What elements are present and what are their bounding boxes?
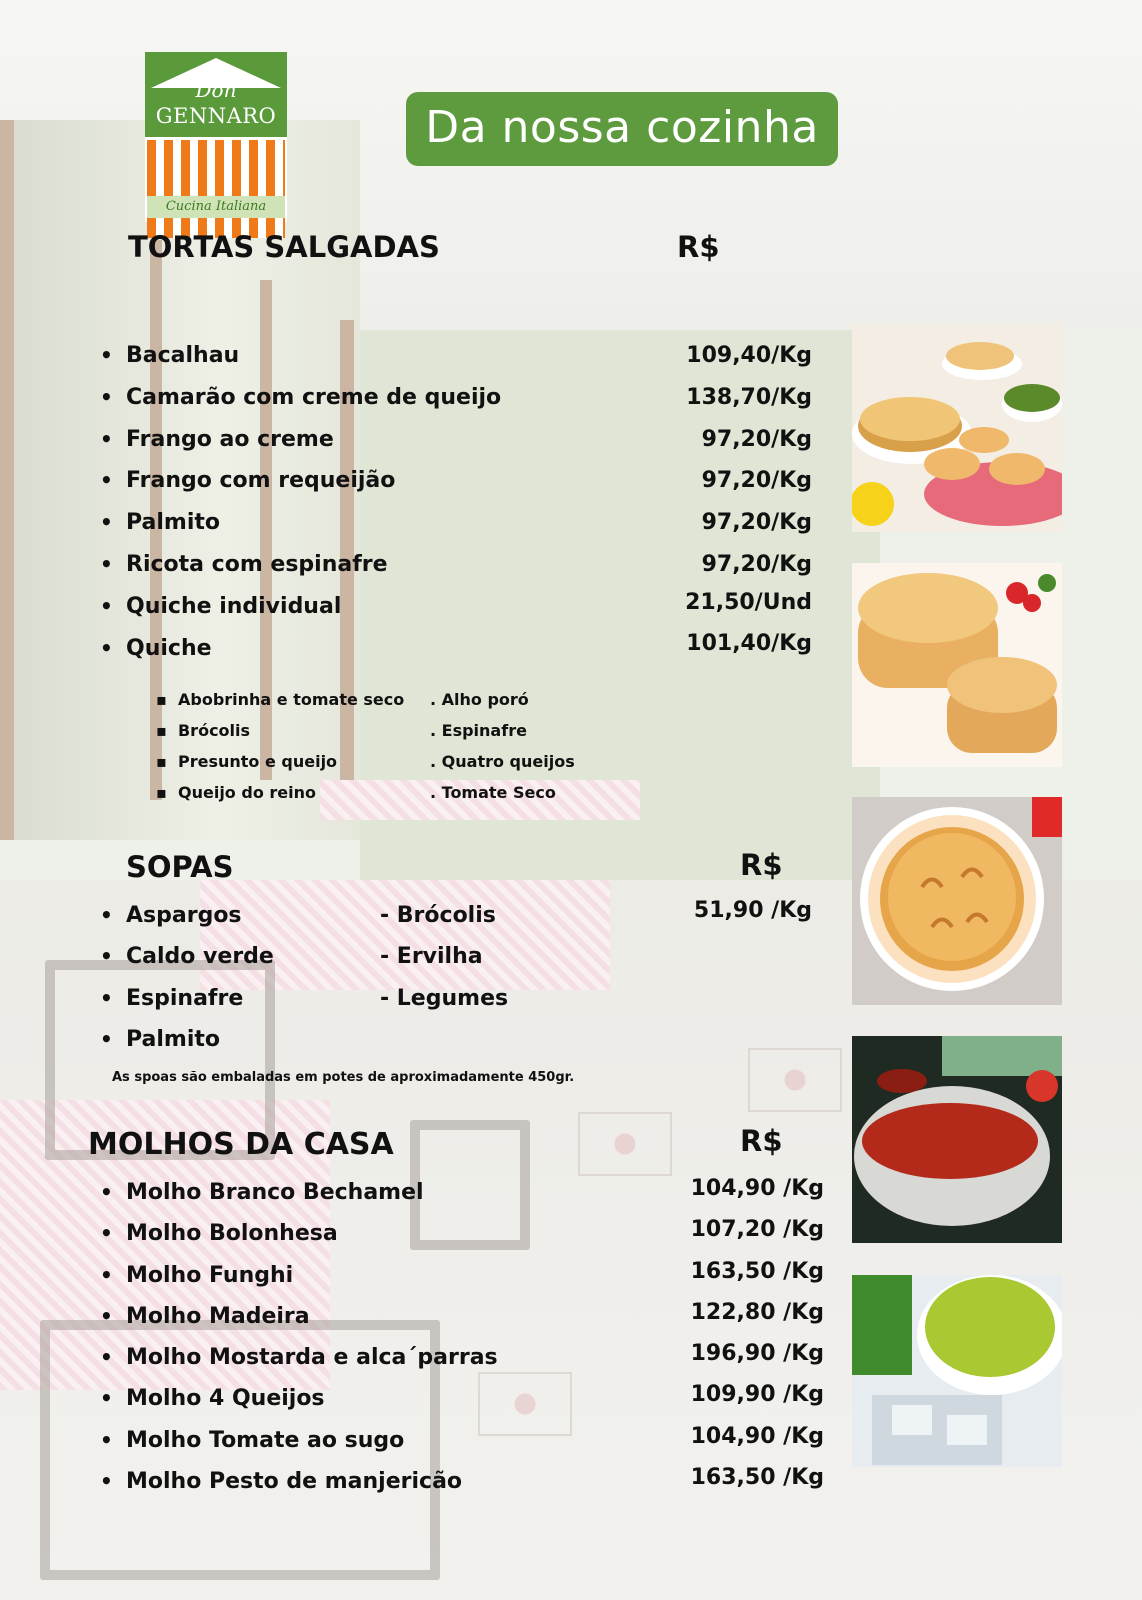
quiche-flavor: . Tomate Seco [430, 783, 556, 802]
price: 196,90 /Kg [690, 1341, 824, 1366]
price: 101,40/Kg [686, 631, 812, 656]
list-item: • Palmito [100, 510, 221, 535]
price: 163,50 /Kg [690, 1259, 824, 1284]
list-item: • Espinafre [100, 986, 244, 1011]
quiche-flavor: . Quatro queijos [430, 752, 575, 771]
list-item: • Quiche [100, 636, 212, 661]
molhos-heading: MOLHOS DA CASA [88, 1127, 394, 1162]
quiche-flavor: . Espinafre [430, 721, 527, 740]
logo-line1: Don [195, 78, 237, 102]
sopas-note: As spoas são embaladas em potes de aproximadamente 450gr. [112, 1070, 575, 1085]
page-title-banner: Da nossa cozinha [406, 92, 838, 166]
photo-torta-prato [852, 797, 1062, 1005]
price: 163,50 /Kg [690, 1465, 824, 1490]
list-item: • Bacalhau [100, 343, 240, 368]
tortas-currency: R$ [677, 230, 720, 264]
list-item: • Aspargos [100, 903, 242, 928]
quiche-flavor: . Alho poró [430, 690, 529, 709]
quiche-flavor: ▪ Abobrinha e tomate seco [156, 690, 405, 709]
list-item: • Molho Mostarda e alca´parras [100, 1345, 498, 1370]
sopas-currency: R$ [740, 848, 783, 882]
list-item: - Ervilha [380, 944, 483, 969]
price: 104,90 /Kg [690, 1424, 824, 1449]
logo-tagline: Cucina Italiana [147, 196, 285, 218]
photo-torta-fechada [852, 563, 1062, 767]
price: 107,20 /Kg [690, 1217, 824, 1242]
logo-line2: GENNARO [155, 104, 277, 128]
photo-tortas [852, 324, 1062, 532]
price: 51,90 /Kg [693, 898, 812, 923]
photo-molho-pesto [852, 1275, 1062, 1467]
price: 109,40/Kg [686, 343, 812, 368]
photo-molho-tomate [852, 1036, 1062, 1243]
price: 138,70/Kg [686, 385, 812, 410]
list-item: • Molho Branco Bechamel [100, 1180, 424, 1205]
price: 109,90 /Kg [690, 1382, 824, 1407]
list-item: • Palmito [100, 1027, 221, 1052]
molhos-currency: R$ [740, 1124, 783, 1158]
list-item: • Camarão com creme de queijo [100, 385, 502, 410]
price: 97,20/Kg [701, 468, 812, 493]
quiche-flavor: ▪ Brócolis [156, 721, 251, 740]
list-item: • Frango com requeijão [100, 468, 396, 493]
list-item: • Caldo verde [100, 944, 274, 969]
list-item: • Quiche individual [100, 594, 342, 619]
price: 122,80 /Kg [690, 1300, 824, 1325]
list-item: • Molho 4 Queijos [100, 1386, 325, 1411]
list-item: • Molho Pesto de manjericão [100, 1469, 463, 1494]
price: 97,20/Kg [701, 552, 812, 577]
price: 97,20/Kg [701, 510, 812, 535]
tortas-heading: TORTAS SALGADAS [128, 230, 440, 264]
list-item: - Legumes [380, 986, 509, 1011]
quiche-flavor: ▪ Queijo do reino [156, 783, 316, 802]
list-item: - Brócolis [380, 903, 496, 928]
list-item: • Frango ao creme [100, 427, 334, 452]
list-item: • Molho Tomate ao sugo [100, 1428, 405, 1453]
quiche-flavor: ▪ Presunto e queijo [156, 752, 338, 771]
list-item: • Ricota com espinafre [100, 552, 388, 577]
list-item: • Molho Madeira [100, 1304, 310, 1329]
don-gennaro-logo [145, 52, 287, 222]
price: 104,90 /Kg [690, 1176, 824, 1201]
sopas-heading: SOPAS [126, 850, 234, 884]
price: 97,20/Kg [701, 427, 812, 452]
list-item: • Molho Funghi [100, 1263, 294, 1288]
list-item: • Molho Bolonhesa [100, 1221, 338, 1246]
price: 21,50/Und [685, 590, 812, 615]
